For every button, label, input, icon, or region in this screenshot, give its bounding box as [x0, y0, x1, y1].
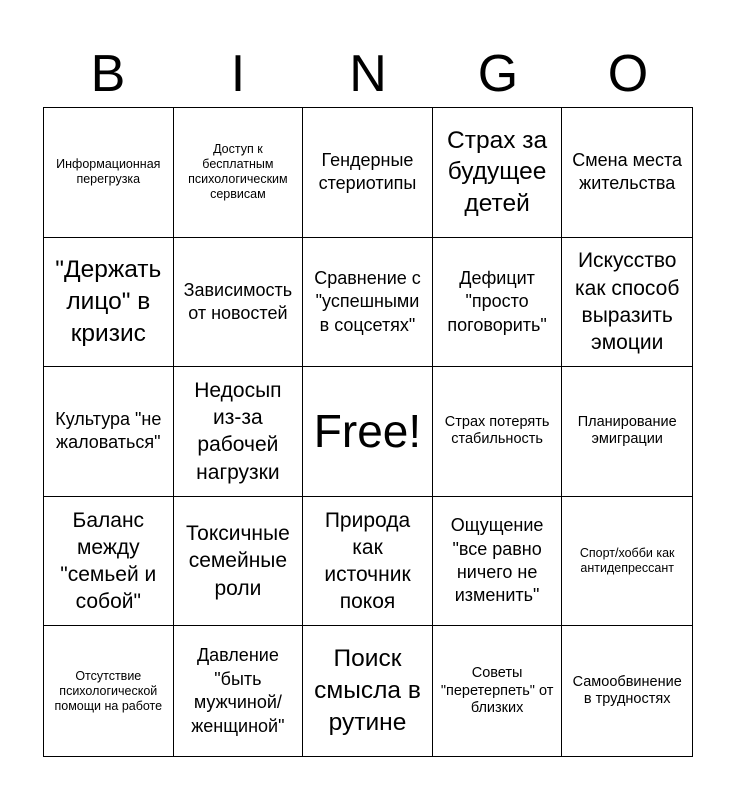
- header-letter-n: N: [349, 45, 387, 103]
- bingo-cell[interactable]: Баланс между "семьей и собой": [44, 497, 174, 627]
- bingo-cell[interactable]: Доступ к бесплатным психологическим сервисам: [174, 108, 304, 238]
- bingo-cell[interactable]: Гендерные стериотипы: [303, 108, 433, 238]
- bingo-cell[interactable]: Самообвинение в трудностях: [572, 673, 682, 708]
- bingo-cell[interactable]: "Держать лицо" в кризис: [44, 238, 174, 368]
- bingo-header: [43, 40, 693, 108]
- bingo-cell[interactable]: Страх потерять стабильность: [433, 367, 563, 497]
- header-letter-g: G: [477, 45, 519, 103]
- header-letter-i: I: [230, 45, 246, 103]
- bingo-cell[interactable]: Давление "быть мужчиной/женщиной": [174, 626, 304, 756]
- bingo-cell[interactable]: Сравнение с "успешными в соцсетях": [303, 238, 433, 368]
- bingo-cell[interactable]: Поиск смысла в рутине: [303, 626, 433, 756]
- bingo-cell[interactable]: Советы "перетерпеть" от близких: [433, 626, 563, 756]
- bingo-cell[interactable]: Спорт/хобби как антидепрессант: [562, 497, 692, 627]
- bingo-cell[interactable]: Информационная перегрузка: [44, 108, 174, 238]
- bingo-cell[interactable]: Планирование эмиграции: [562, 367, 692, 497]
- free-space-cell[interactable]: Free!: [303, 367, 433, 497]
- bingo-cell[interactable]: Природа как источник покоя: [303, 497, 433, 627]
- bingo-cell[interactable]: Культура "не жаловаться": [44, 367, 174, 497]
- bingo-board: [43, 107, 693, 757]
- bingo-cell[interactable]: Ощущение "все равно ничего не изменить": [433, 497, 563, 627]
- bingo-cell[interactable]: Зависимость от новостей: [174, 238, 304, 368]
- bingo-cell[interactable]: Отсутствие психологической помощи на работе: [44, 626, 174, 756]
- header-letter-o: O: [607, 45, 649, 103]
- header-letter-b: B: [90, 45, 126, 103]
- bingo-cell[interactable]: Токсичные семейные роли: [174, 497, 304, 627]
- bingo-cell[interactable]: Недосып из-за рабочей нагрузки: [174, 367, 304, 497]
- bingo-cell[interactable]: Страх за будущее детей: [433, 108, 563, 238]
- bingo-cell[interactable]: Дефицит "просто поговорить": [433, 238, 563, 368]
- bingo-cell[interactable]: Смена места жительства: [562, 108, 692, 238]
- bingo-cell[interactable]: Искусство как способ выразить эмоции: [562, 238, 692, 368]
